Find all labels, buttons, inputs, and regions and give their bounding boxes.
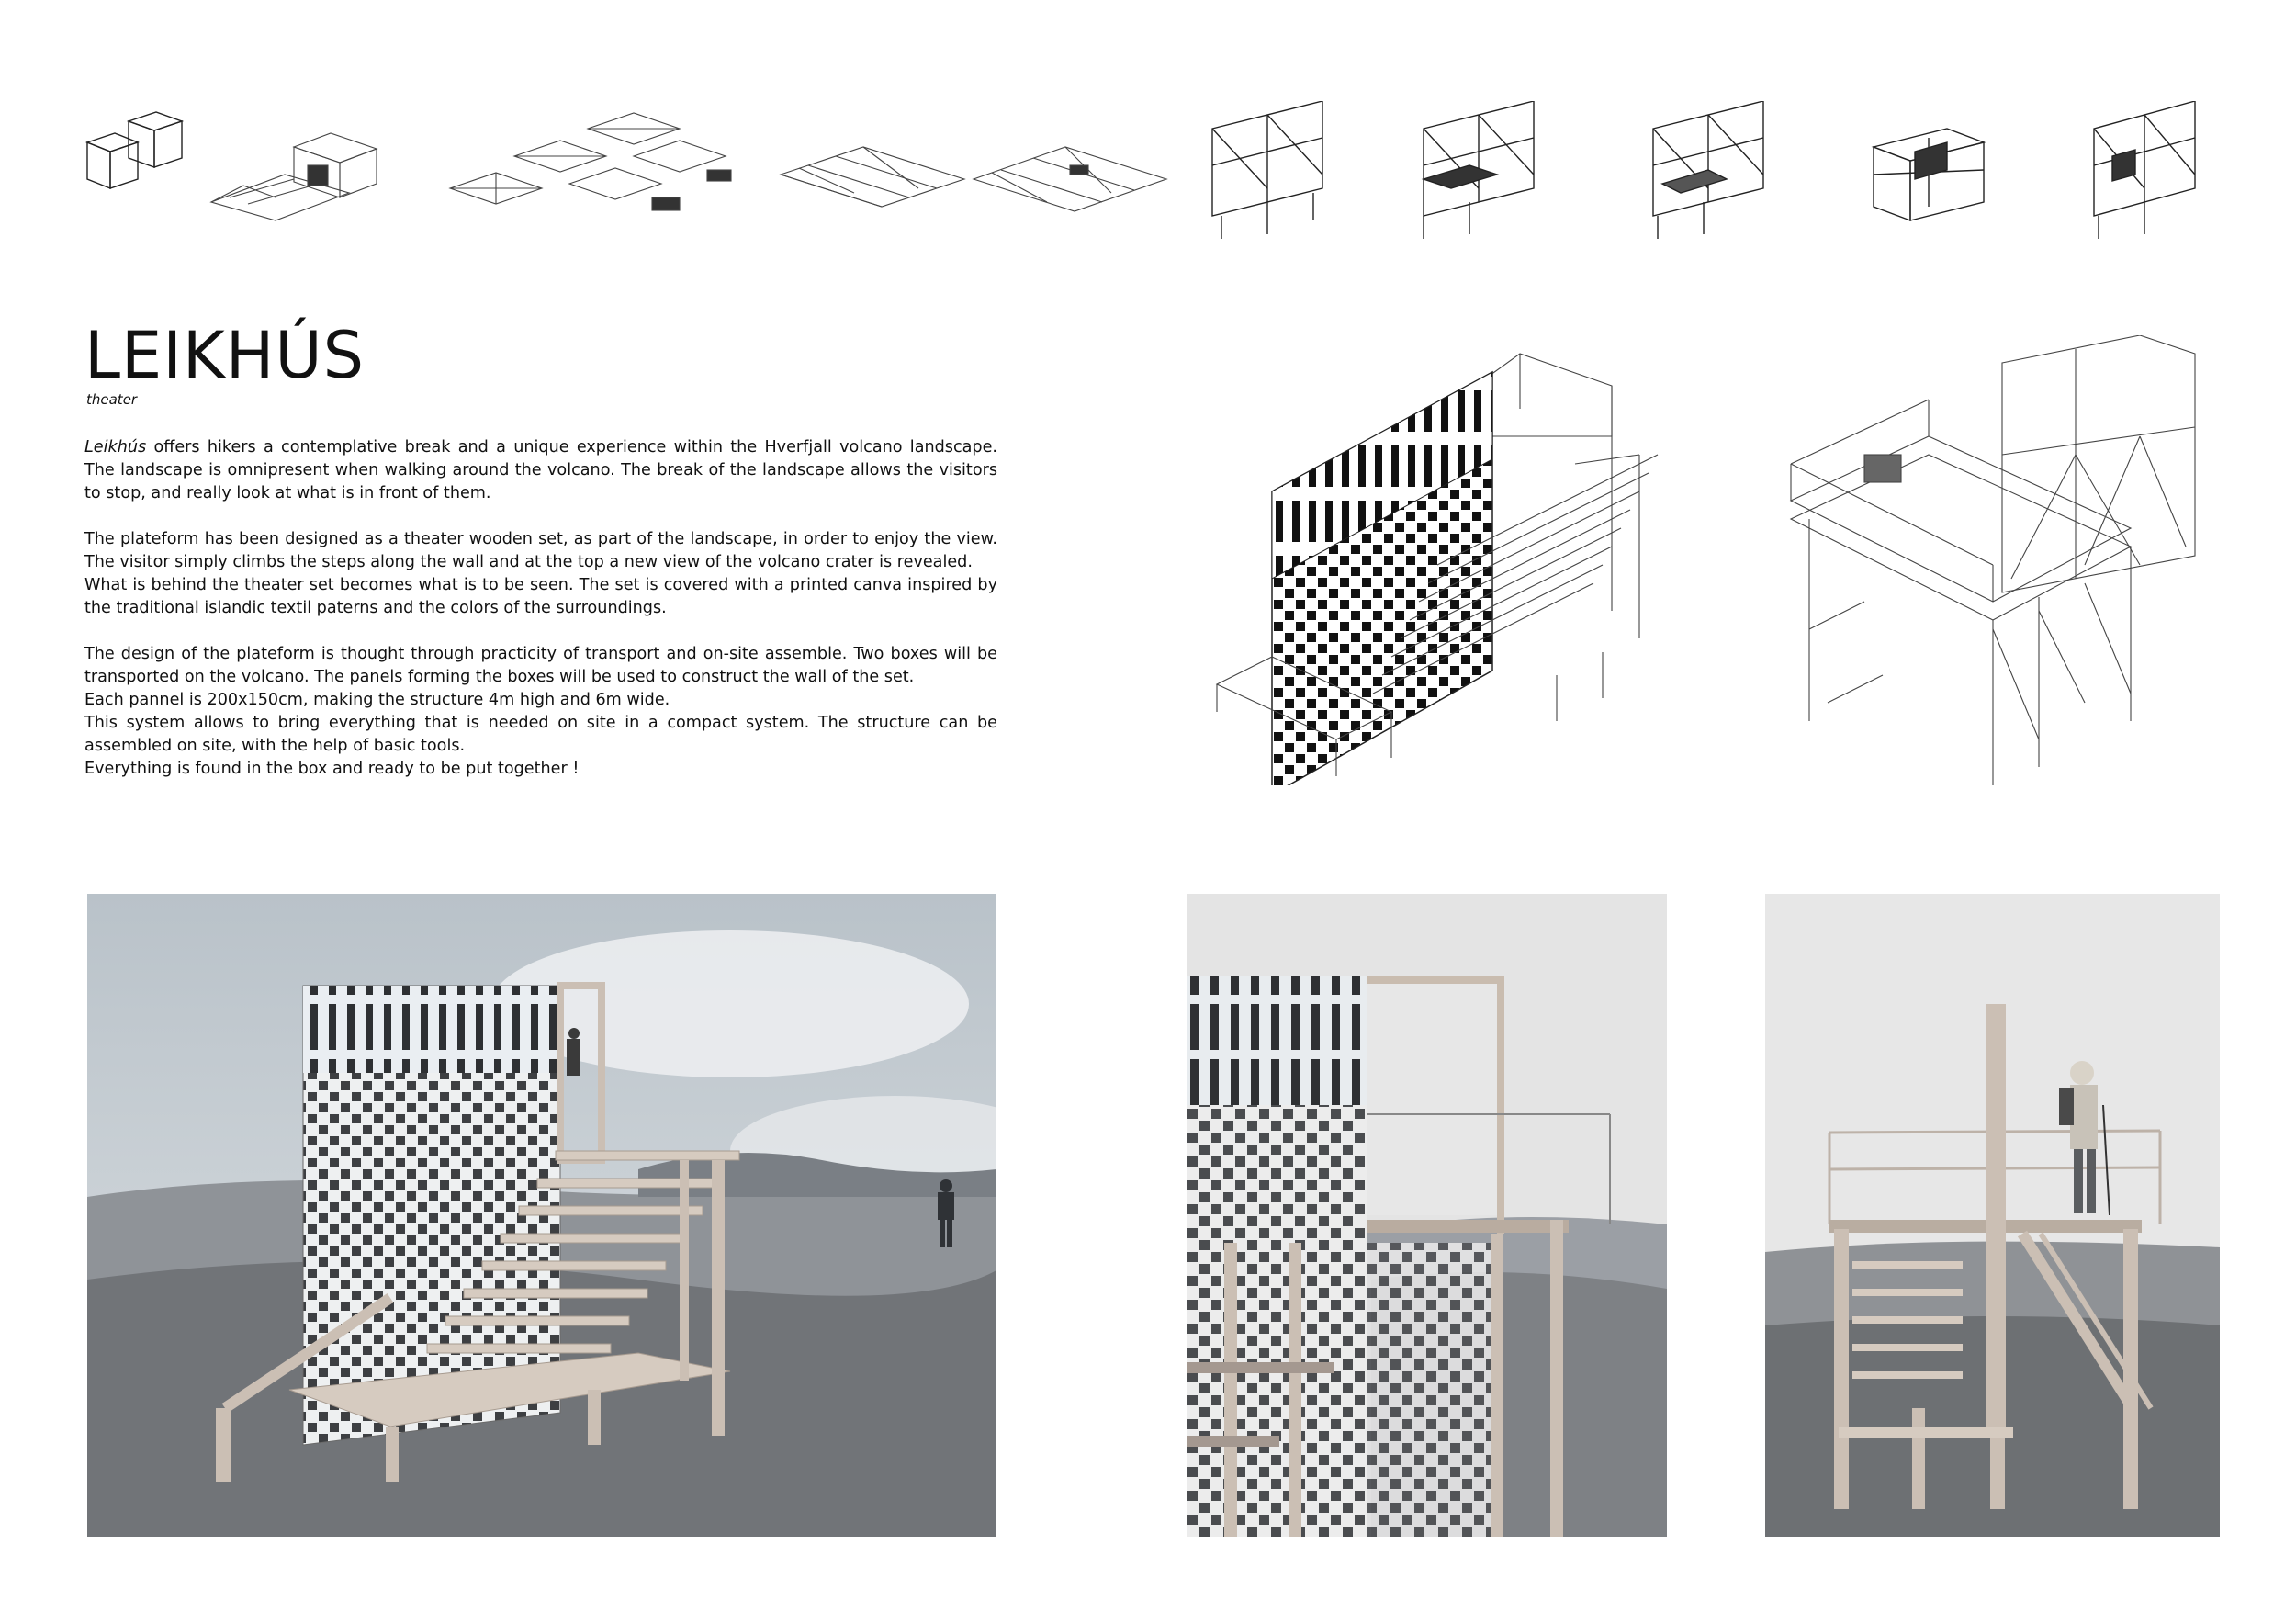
description-paragraph-3d: Everything is found in the box and ready to be put together ! xyxy=(84,760,580,778)
project-subtitle: theater xyxy=(86,391,138,408)
assembly-step-2 xyxy=(211,133,377,220)
description-paragraph-3a: The design of the plateform is thought through practicity of transport and on-site assemble. Two boxes will be transported on the volcano. The panels forming the boxes will be used to construct the wall of the set. xyxy=(84,645,997,686)
render-side-view xyxy=(1187,894,1667,1537)
axonometric-back-view xyxy=(1773,335,2223,785)
render-rear-view xyxy=(1765,894,2220,1537)
project-description xyxy=(84,436,997,781)
assembly-step-4 xyxy=(781,147,964,207)
project-name-inline: Leikhús xyxy=(84,438,147,457)
description-paragraph-3c: This system allows to bring everything that is needed on site in a compact system. The structure can be assembled on site, with the help of basic tools. xyxy=(84,714,997,755)
assembly-step-7 xyxy=(1424,101,1534,239)
assembly-step-5 xyxy=(974,147,1166,211)
description-paragraph-2b: What is behind the theater set becomes what is to be seen. The set is covered with a printed canva inspired by the traditional islandic textil paterns and the colors of the surroundings. xyxy=(84,576,997,617)
assembly-step-3 xyxy=(450,113,731,210)
axonometric-front-view xyxy=(1208,335,1694,785)
description-paragraph-1: Leikhús offers hikers a contemplative break and a unique experience within the Hverfjall volcano landscape. The landscape is omnipresent when walking around the volcano. The break of the landscape allows the visitors to stop, and really look at what is in front of them. xyxy=(84,438,997,502)
assembly-step-1 xyxy=(87,112,182,188)
description-paragraph-3b: Each pannel is 200x150cm, making the structure 4m high and 6m wide. xyxy=(84,691,670,709)
render-landscape-view xyxy=(87,894,996,1537)
assembly-step-9 xyxy=(1874,129,1984,220)
assembly-step-8 xyxy=(1653,101,1763,239)
assembly-step-6 xyxy=(1212,101,1322,239)
project-title: LEIKHÚS xyxy=(84,318,366,393)
description-paragraph-2a: The plateform has been designed as a theater wooden set, as part of the landscape, in order to enjoy the view. The visitor simply climbs the steps along the wall and at the top a new view of the volcano crater is revealed. xyxy=(84,530,997,571)
assembly-step-10 xyxy=(2094,101,2195,239)
assembly-sequence xyxy=(73,101,2241,248)
